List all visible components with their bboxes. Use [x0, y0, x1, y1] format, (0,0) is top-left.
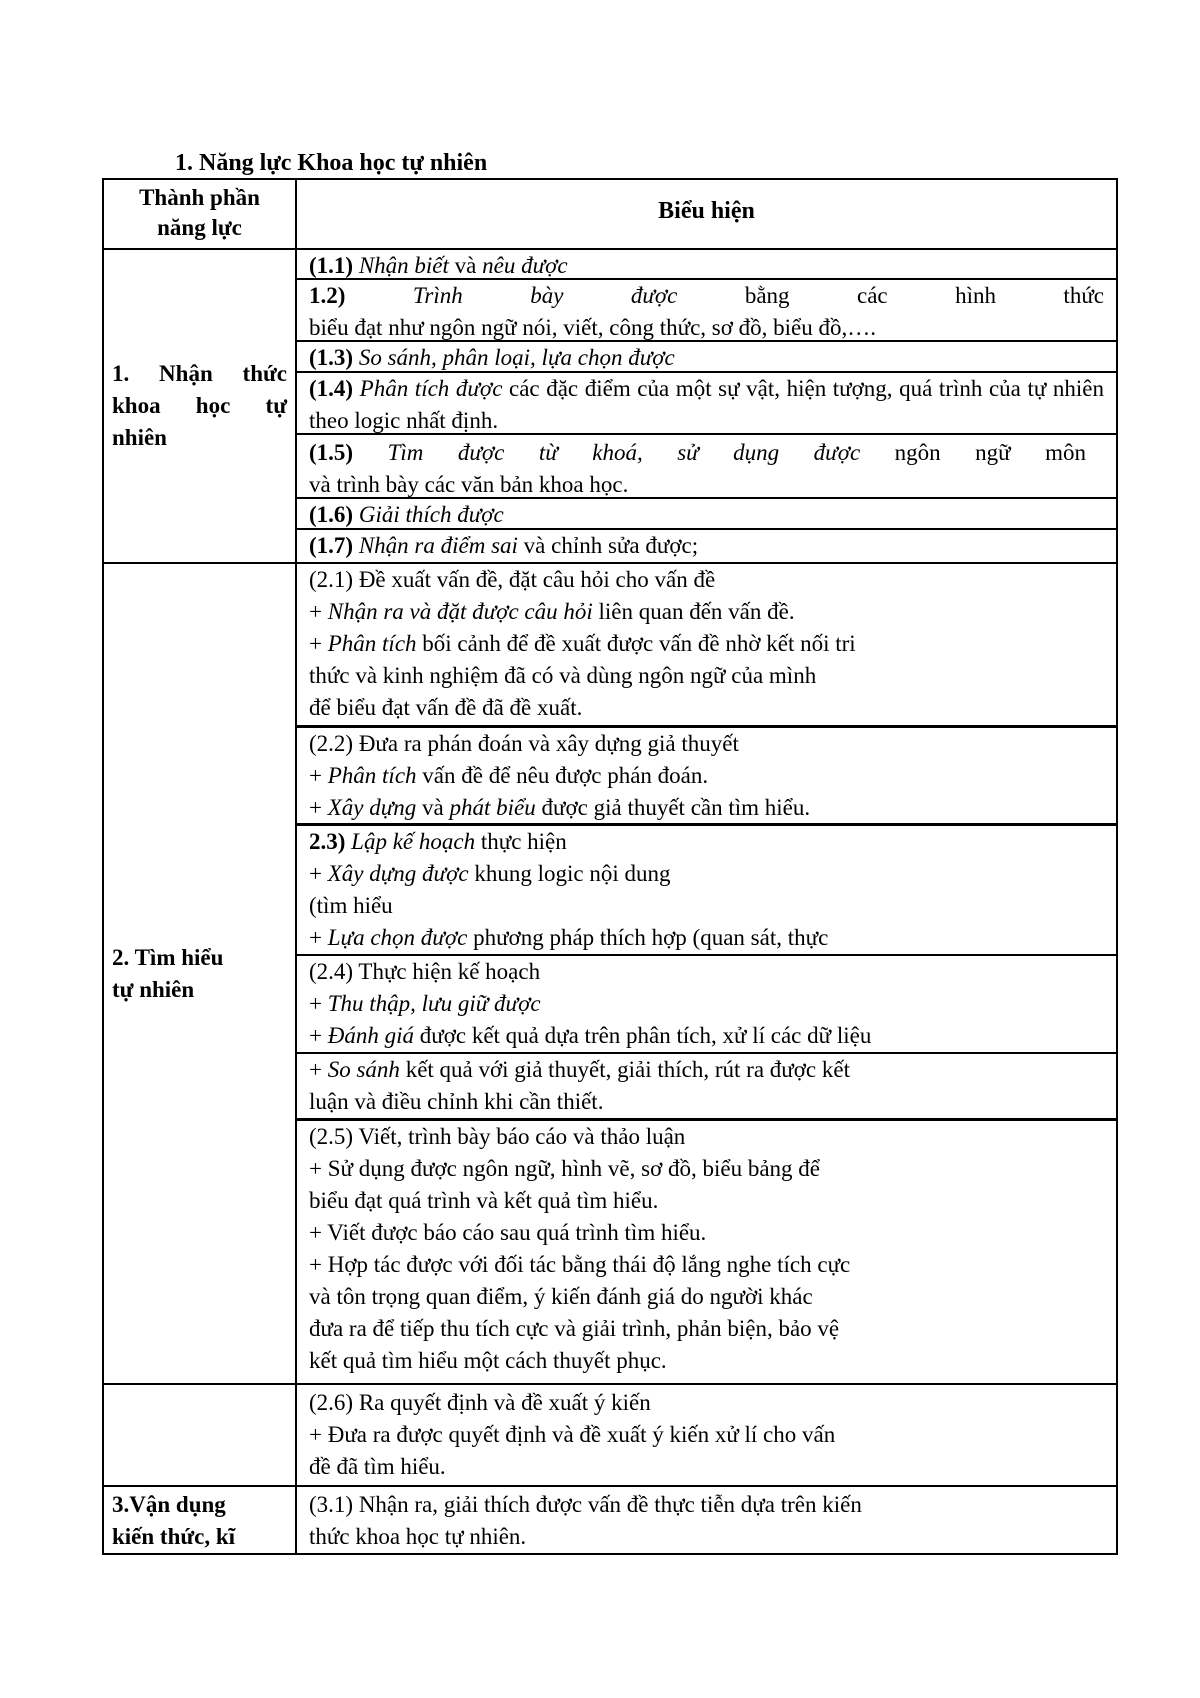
table-header-row	[104, 180, 1116, 250]
group-ra-quyet-dinh	[104, 1385, 1116, 1487]
group-rows-ra-quyet-dinh	[297, 1385, 1116, 1485]
header-expression: Biểu hiện	[658, 198, 755, 224]
group-label-van-dung: 3.Vận dụng kiến thức, kĩ	[104, 1487, 297, 1553]
row-1-1: (1.1) Nhận biết và nêu được	[297, 250, 1116, 280]
group-label-nhan-thuc: 1. Nhận thức khoa học tự nhiên	[104, 250, 297, 562]
section-title: 1. Năng lực Khoa học tự nhiên	[175, 150, 488, 176]
group-label-tim-hieu: 2. Tìm hiểu tự nhiên	[104, 564, 297, 1383]
group-tim-hieu	[104, 564, 1116, 1385]
header-component: Thành phần năng lực	[104, 180, 297, 248]
group-van-dung	[104, 1487, 1116, 1553]
group-nhan-thuc	[104, 250, 1116, 564]
row-3-1: (3.1) Nhận ra, giải thích được vấn đề thực tiễn dựa trên kiến thức khoa học tự nhiên.	[309, 1492, 862, 1549]
row-2-1: (2.1) Đề xuất vấn đề, đặt câu hỏi cho vấn đề + Nhận ra và đặt được câu hỏi liên quan đến vấn đề. + Phân tích bối cảnh để đề xuất được vấn đề nhờ kết nối tri thức và kinh nghiệm đã có và dùng ngôn ngữ của mình để biểu đạt vấn đề đã đề xuất.	[297, 564, 1116, 728]
row-1-7: (1.7) Nhận ra điểm sai và chỉnh sửa được;	[309, 533, 699, 558]
row-1-6: (1.6) Giải thích được	[297, 499, 1116, 530]
row-2-4-continued: + So sánh kết quả với giả thuyết, giải thích, rút ra được kết luận và điều chỉnh khi cần thiết.	[297, 1054, 1116, 1121]
row-1-2: 1.2) Trình bày được bằng các hình thức biểu đạt như ngôn ngữ nói, viết, công thức, sơ đồ, biểu đồ,….	[297, 280, 1116, 342]
group-rows-tim-hieu	[297, 564, 1116, 1383]
row-1-5: (1.5) Tìm được từ khoá, sử dụng được ngôn ngữ môn và trình bày các văn bản khoa học.	[297, 435, 1116, 499]
group-rows-van-dung	[297, 1487, 1116, 1553]
row-2-2: (2.2) Đưa ra phán đoán và xây dựng giả thuyết + Phân tích vấn đề để nêu được phán đoán. + Xây dựng và phát biểu được giả thuyết cần tìm hiểu.	[297, 728, 1116, 826]
row-2-5: (2.5) Viết, trình bày báo cáo và thảo luận + Sử dụng được ngôn ngữ, hình vẽ, sơ đồ, biểu bảng để biểu đạt quá trình và kết quả tìm hiểu. + Viết được báo cáo sau quá trình tìm hiểu. + Hợp tác được với đối tác bằng thái độ lắng nghe tích cực và tôn trọng quan điểm, ý kiến đánh giá do người khác đưa ra để tiếp thu tích cực và giải trình, phản biện, bảo vệ kết quả tìm hiểu một cách thuyết phục.	[309, 1124, 851, 1373]
row-2-4: (2.4) Thực hiện kế hoạch + Thu thập, lưu giữ được + Đánh giá được kết quả dựa trên phân tích, xử lí các dữ liệu	[297, 956, 1116, 1054]
row-2-6: (2.6) Ra quyết định và đề xuất ý kiến + Đưa ra được quyết định và đề xuất ý kiến xử lí cho vấn đề đã tìm hiểu.	[309, 1390, 836, 1479]
competency-table	[102, 178, 1118, 1555]
group-label-empty	[104, 1385, 297, 1485]
row-2-3: 2.3) Lập kế hoạch thực hiện + Xây dựng được khung logic nội dung (tìm hiểu + Lựa chọn được phương pháp thích hợp (quan sát, thực	[297, 826, 1116, 956]
row-1-3: (1.3) So sánh, phân loại, lựa chọn được	[297, 342, 1116, 373]
group-rows-nhan-thuc	[297, 250, 1116, 562]
row-1-4: (1.4) Phân tích được các đặc điểm của một sự vật, hiện tượng, quá trình của tự nhiên theo logic nhất định.	[297, 373, 1116, 435]
